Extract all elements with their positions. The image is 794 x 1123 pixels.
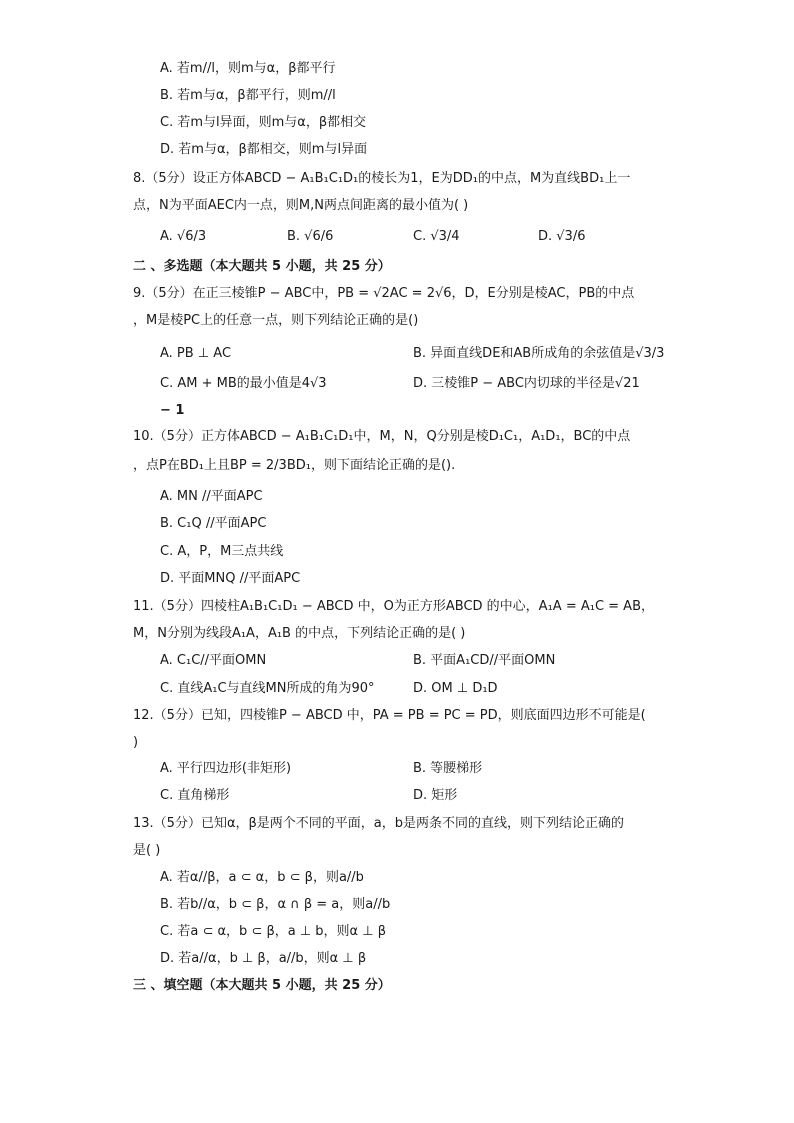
q10-stem-line1: 10.（5分）正方体ABCD − A₁B₁C₁D₁中，M，N，Q分别是棱D₁C₁，A₁D₁，BC的中点 bbox=[133, 429, 631, 444]
q7-option-d: D. 若m与α，β都相交，则m与l异面 bbox=[160, 142, 368, 157]
q11-stem-line1: 11.（5分）四棱柱A₁B₁C₁D₁ − ABCD 中，O为正方形ABCD 的中心，A₁A = A₁C = AB， bbox=[133, 599, 654, 614]
q7-option-a: A. 若m//l，则m与α，β都平行 bbox=[160, 61, 336, 76]
q8-option-a: A. √6/3 bbox=[160, 229, 207, 244]
q11-option-a: A. C₁C//平面OMN bbox=[160, 653, 267, 668]
q11-option-d: D. OM ⊥ D₁D bbox=[413, 681, 498, 696]
q9-option-d-continuation: − 1 bbox=[160, 403, 185, 418]
q13-option-c: C. 若a ⊂ α，b ⊂ β，a ⊥ b，则α ⊥ β bbox=[160, 924, 387, 939]
q12-option-a: A. 平行四边形(非矩形) bbox=[160, 761, 292, 776]
q13-option-b: B. 若b//α，b ⊂ β，α ∩ β = a，则a//b bbox=[160, 897, 391, 912]
q12-stem-line1: 12.（5分）已知，四棱锥P − ABCD 中，PA = PB = PC = PD，则底面四边形不可能是( bbox=[133, 708, 646, 723]
q9-option-c: C. AM + MB的最小值是4√3 bbox=[160, 376, 327, 391]
section-heading-fill-in: 三 、填空题（本大题共 5 小题，共 25 分） bbox=[133, 978, 391, 993]
q12-option-c: C. 直角梯形 bbox=[160, 788, 230, 803]
section-heading-multiple-choice: 二 、多选题（本大题共 5 小题，共 25 分） bbox=[133, 259, 391, 274]
q10-stem-line2: ，点P在BD₁上且BP = 2/3BD₁，则下面结论正确的是(). bbox=[133, 458, 456, 473]
q9-option-d: D. 三棱锥P − ABC内切球的半径是√21 bbox=[413, 376, 640, 391]
q9-stem-line2: ，M是棱PC上的任意一点，则下列结论正确的是() bbox=[133, 313, 419, 328]
q8-option-d: D. √3/6 bbox=[538, 229, 586, 244]
q7-option-b: B. 若m与α，β都平行，则m//l bbox=[160, 88, 336, 103]
q10-option-b: B. C₁Q //平面APC bbox=[160, 516, 267, 531]
q13-option-a: A. 若α//β，a ⊂ α，b ⊂ β，则a//b bbox=[160, 870, 364, 885]
q9-option-a: A. PB ⊥ AC bbox=[160, 346, 232, 361]
q13-option-d: D. 若a//α，b ⊥ β，a//b，则α ⊥ β bbox=[160, 951, 367, 966]
q13-stem-line1: 13.（5分）已知α，β是两个不同的平面，a，b是两条不同的直线，则下列结论正确的 bbox=[133, 816, 625, 831]
q8-stem-line1: 8.（5分）设正方体ABCD − A₁B₁C₁D₁的棱长为1，E为DD₁的中点，M为直线BD₁上一 bbox=[133, 171, 631, 186]
q8-option-c: C. √3/4 bbox=[413, 229, 460, 244]
q12-stem-line2: ) bbox=[133, 735, 139, 750]
q8-option-b: B. √6/6 bbox=[287, 229, 334, 244]
q12-option-b: B. 等腰梯形 bbox=[413, 761, 483, 776]
q10-option-a: A. MN //平面APC bbox=[160, 489, 263, 504]
q10-option-c: C. A，P，M三点共线 bbox=[160, 544, 284, 559]
q13-stem-line2: 是( ) bbox=[133, 843, 161, 858]
q12-option-d: D. 矩形 bbox=[413, 788, 458, 803]
q11-stem-line2: M，N分别为线段A₁A，A₁B 的中点，下列结论正确的是( ) bbox=[133, 626, 466, 641]
q8-stem-line2: 点，N为平面AEC内一点，则M,N两点间距离的最小值为( ) bbox=[133, 198, 469, 213]
q9-stem-line1: 9.（5分）在正三棱锥P − ABC中，PB = √2AC = 2√6，D，E分别是棱AC，PB的中点 bbox=[133, 286, 635, 301]
q11-option-b: B. 平面A₁CD//平面OMN bbox=[413, 653, 556, 668]
q7-option-c: C. 若m与l异面，则m与α，β都相交 bbox=[160, 115, 367, 130]
q10-option-d: D. 平面MNQ //平面APC bbox=[160, 571, 301, 586]
q9-option-b: B. 异面直线DE和AB所成角的余弦值是√3/3 bbox=[413, 346, 665, 361]
q11-option-c: C. 直线A₁C与直线MN所成的角为90° bbox=[160, 681, 375, 696]
